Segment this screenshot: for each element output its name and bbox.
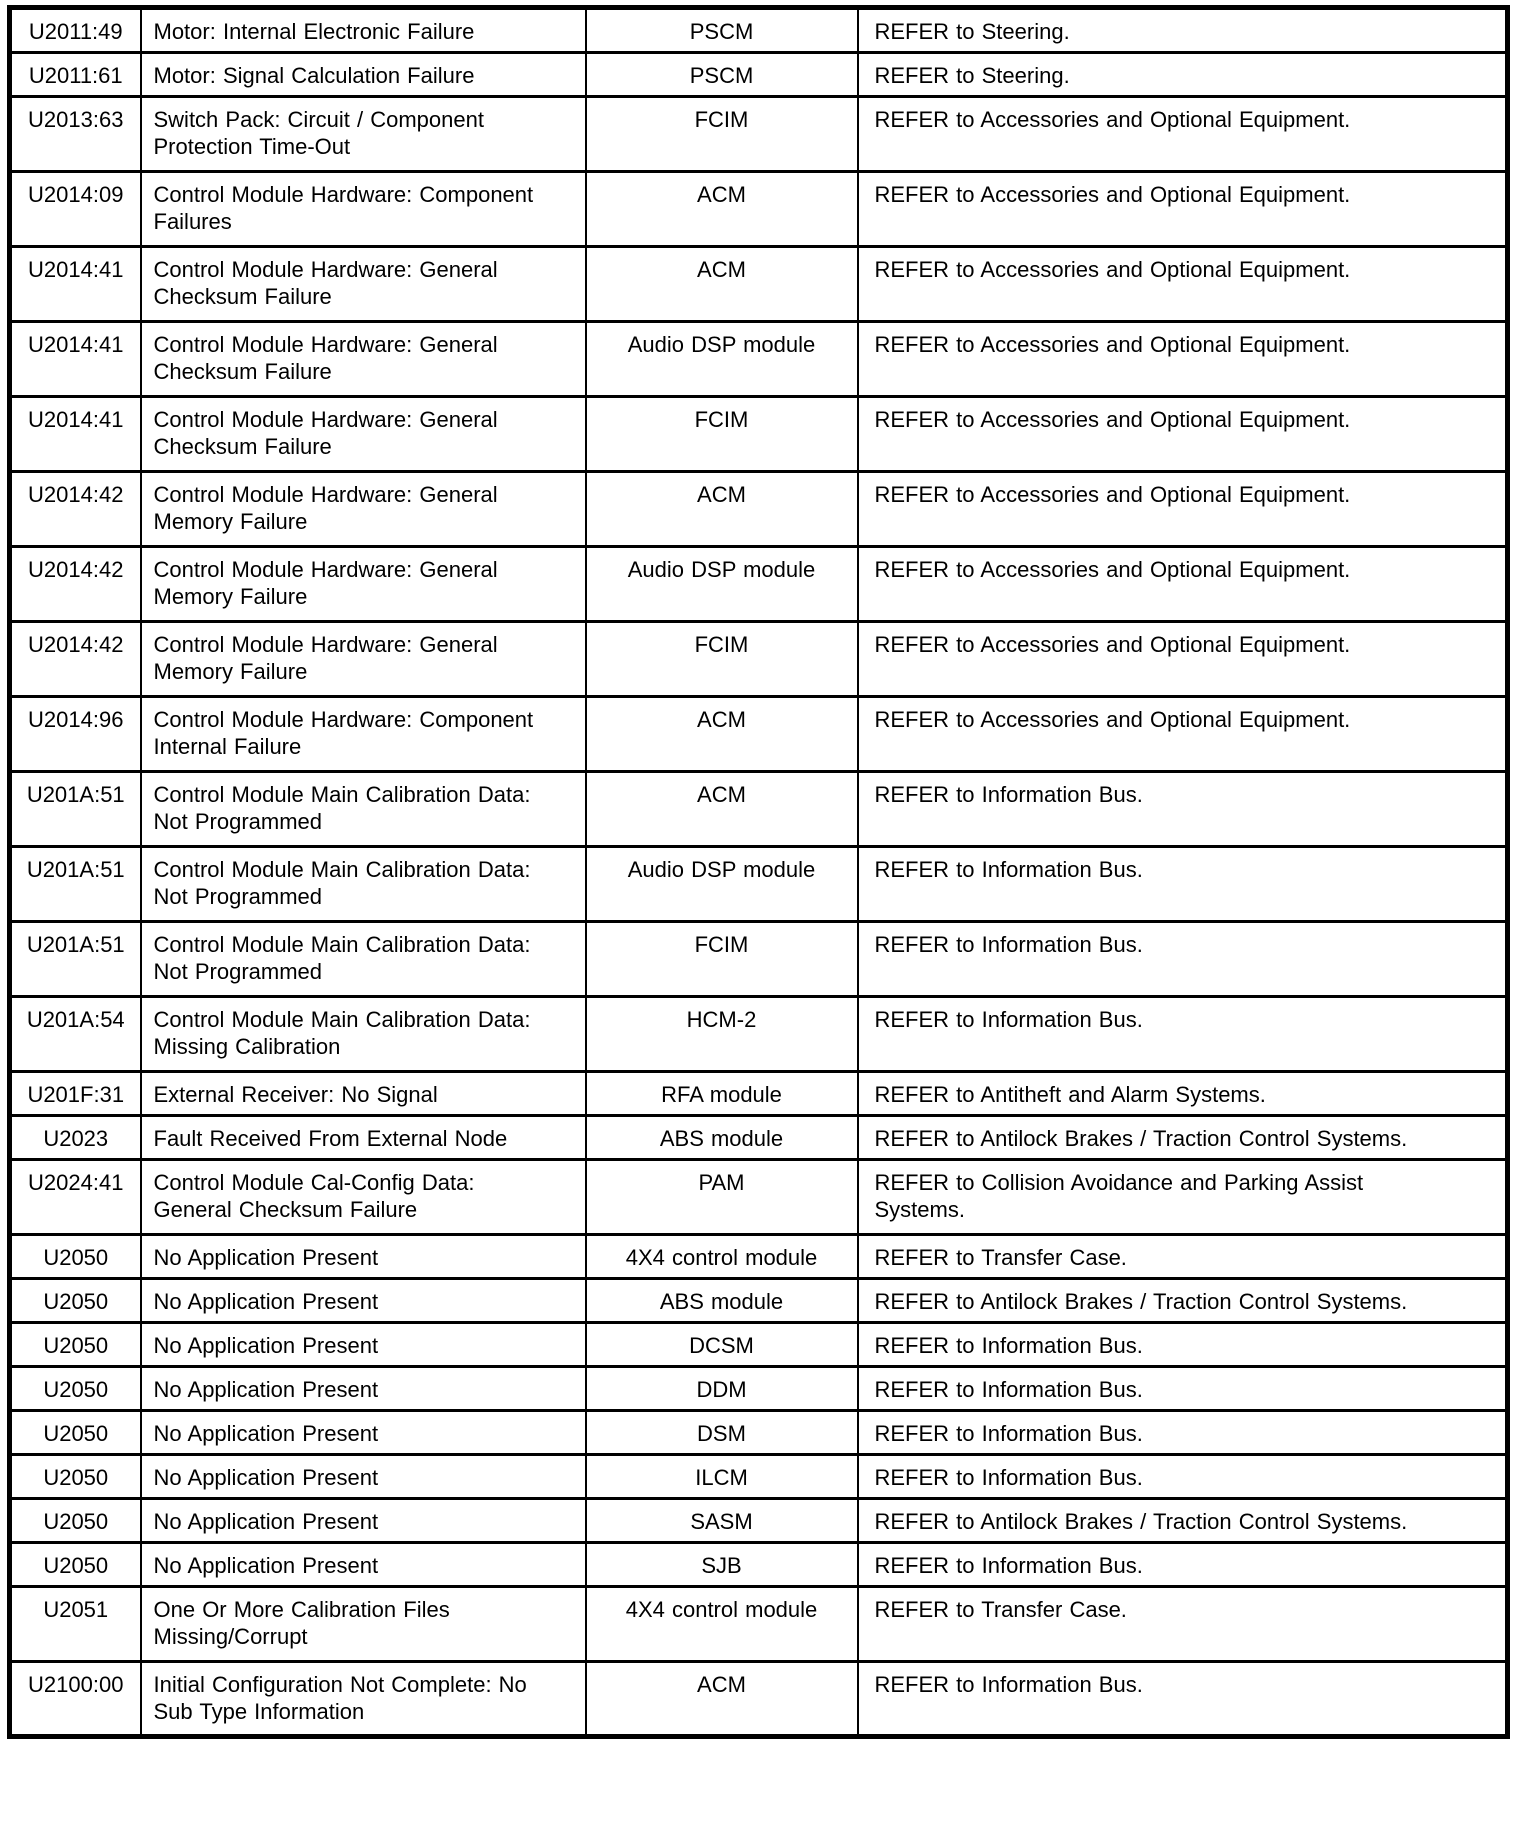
module-cell: ABS module <box>586 1116 858 1160</box>
refer-action-cell: REFER to Antilock Brakes / Traction Control Systems. <box>858 1499 1508 1543</box>
module-cell: Audio DSP module <box>586 847 858 922</box>
module-cell: ABS module <box>586 1279 858 1323</box>
refer-action-cell: REFER to Steering. <box>858 8 1508 53</box>
module-cell: HCM-2 <box>586 997 858 1072</box>
dtc-description-cell: No Application Present <box>141 1279 586 1323</box>
dtc-description-cell: Motor: Internal Electronic Failure <box>141 8 586 53</box>
table-row <box>10 1367 1508 1411</box>
refer-action-cell: REFER to Accessories and Optional Equipment. <box>858 622 1508 697</box>
dtc-code-cell: U2014:42 <box>10 547 141 622</box>
dtc-code-cell: U2024:41 <box>10 1160 141 1235</box>
refer-action-cell: REFER to Information Bus. <box>858 997 1508 1072</box>
dtc-table-body <box>10 8 1508 1737</box>
table-row <box>10 1662 1508 1737</box>
table-row <box>10 1072 1508 1116</box>
module-cell: ACM <box>586 472 858 547</box>
dtc-code-cell: U2050 <box>10 1323 141 1367</box>
dtc-code-cell: U2050 <box>10 1367 141 1411</box>
module-cell: ACM <box>586 697 858 772</box>
refer-action-cell: REFER to Accessories and Optional Equipment. <box>858 172 1508 247</box>
dtc-code-cell: U2100:00 <box>10 1662 141 1737</box>
refer-action-cell: REFER to Antitheft and Alarm Systems. <box>858 1072 1508 1116</box>
dtc-code-cell: U2050 <box>10 1499 141 1543</box>
table-row <box>10 8 1508 53</box>
dtc-code-cell: U201A:51 <box>10 772 141 847</box>
dtc-description-cell: Control Module Hardware: General Memory Failure <box>141 547 586 622</box>
table-row <box>10 622 1508 697</box>
refer-action-cell: REFER to Accessories and Optional Equipment. <box>858 547 1508 622</box>
module-cell: FCIM <box>586 97 858 172</box>
refer-action-cell: REFER to Transfer Case. <box>858 1587 1508 1662</box>
refer-action-cell: REFER to Information Bus. <box>858 1543 1508 1587</box>
module-cell: ACM <box>586 772 858 847</box>
module-cell: ACM <box>586 172 858 247</box>
module-cell: Audio DSP module <box>586 322 858 397</box>
refer-action-cell: REFER to Information Bus. <box>858 1455 1508 1499</box>
table-row <box>10 697 1508 772</box>
module-cell: Audio DSP module <box>586 547 858 622</box>
dtc-code-cell: U2013:63 <box>10 97 141 172</box>
dtc-code-cell: U2014:41 <box>10 397 141 472</box>
table-row <box>10 1279 1508 1323</box>
dtc-code-cell: U2051 <box>10 1587 141 1662</box>
dtc-description-cell: Control Module Cal-Config Data: General Checksum Failure <box>141 1160 586 1235</box>
dtc-code-cell: U2050 <box>10 1411 141 1455</box>
refer-action-cell: REFER to Transfer Case. <box>858 1235 1508 1279</box>
refer-action-cell: REFER to Accessories and Optional Equipment. <box>858 247 1508 322</box>
table-row <box>10 997 1508 1072</box>
table-row <box>10 322 1508 397</box>
module-cell: ACM <box>586 1662 858 1737</box>
refer-action-cell: REFER to Antilock Brakes / Traction Control Systems. <box>858 1279 1508 1323</box>
module-cell: FCIM <box>586 397 858 472</box>
dtc-code-cell: U2014:42 <box>10 622 141 697</box>
table-row <box>10 1499 1508 1543</box>
dtc-description-cell: No Application Present <box>141 1323 586 1367</box>
dtc-description-cell: Control Module Hardware: Component Failures <box>141 172 586 247</box>
dtc-description-cell: Control Module Hardware: General Checksum Failure <box>141 397 586 472</box>
dtc-description-cell: Fault Received From External Node <box>141 1116 586 1160</box>
refer-action-cell: REFER to Accessories and Optional Equipment. <box>858 397 1508 472</box>
dtc-code-cell: U2050 <box>10 1455 141 1499</box>
refer-action-cell: REFER to Information Bus. <box>858 1662 1508 1737</box>
dtc-description-cell: Initial Configuration Not Complete: No Sub Type Information <box>141 1662 586 1737</box>
dtc-code-cell: U2014:42 <box>10 472 141 547</box>
dtc-code-cell: U2050 <box>10 1279 141 1323</box>
table-row <box>10 247 1508 322</box>
refer-action-cell: REFER to Antilock Brakes / Traction Control Systems. <box>858 1116 1508 1160</box>
table-row <box>10 922 1508 997</box>
dtc-code-cell: U2014:41 <box>10 322 141 397</box>
module-cell: SASM <box>586 1499 858 1543</box>
dtc-description-cell: Control Module Main Calibration Data: Missing Calibration <box>141 997 586 1072</box>
dtc-description-cell: Control Module Main Calibration Data: Not Programmed <box>141 772 586 847</box>
module-cell: RFA module <box>586 1072 858 1116</box>
refer-action-cell: REFER to Information Bus. <box>858 1367 1508 1411</box>
dtc-code-cell: U201F:31 <box>10 1072 141 1116</box>
dtc-description-cell: No Application Present <box>141 1455 586 1499</box>
dtc-table <box>7 5 1510 1739</box>
dtc-code-cell: U2023 <box>10 1116 141 1160</box>
dtc-code-cell: U2011:49 <box>10 8 141 53</box>
module-cell: DDM <box>586 1367 858 1411</box>
table-row <box>10 1116 1508 1160</box>
refer-action-cell: REFER to Accessories and Optional Equipment. <box>858 97 1508 172</box>
module-cell: FCIM <box>586 622 858 697</box>
refer-action-cell: REFER to Information Bus. <box>858 1323 1508 1367</box>
refer-action-cell: REFER to Information Bus. <box>858 847 1508 922</box>
table-row <box>10 397 1508 472</box>
module-cell: PSCM <box>586 53 858 97</box>
refer-action-cell: REFER to Information Bus. <box>858 772 1508 847</box>
table-row <box>10 53 1508 97</box>
dtc-code-cell: U2014:41 <box>10 247 141 322</box>
module-cell: DCSM <box>586 1323 858 1367</box>
dtc-code-cell: U2014:96 <box>10 697 141 772</box>
table-row <box>10 1455 1508 1499</box>
dtc-description-cell: Switch Pack: Circuit / Component Protection Time-Out <box>141 97 586 172</box>
table-row <box>10 1160 1508 1235</box>
dtc-description-cell: No Application Present <box>141 1367 586 1411</box>
refer-action-cell: REFER to Information Bus. <box>858 1411 1508 1455</box>
module-cell: FCIM <box>586 922 858 997</box>
dtc-code-cell: U2011:61 <box>10 53 141 97</box>
table-row <box>10 1323 1508 1367</box>
table-row <box>10 547 1508 622</box>
dtc-description-cell: Control Module Hardware: General Memory Failure <box>141 472 586 547</box>
dtc-code-cell: U201A:51 <box>10 922 141 997</box>
table-row <box>10 1235 1508 1279</box>
table-row <box>10 1543 1508 1587</box>
module-cell: SJB <box>586 1543 858 1587</box>
table-row <box>10 1411 1508 1455</box>
dtc-description-cell: Control Module Hardware: General Checksum Failure <box>141 247 586 322</box>
dtc-code-cell: U2050 <box>10 1235 141 1279</box>
dtc-description-cell: No Application Present <box>141 1411 586 1455</box>
dtc-code-cell: U201A:54 <box>10 997 141 1072</box>
refer-action-cell: REFER to Steering. <box>858 53 1508 97</box>
module-cell: ACM <box>586 247 858 322</box>
dtc-description-cell: Control Module Main Calibration Data: Not Programmed <box>141 847 586 922</box>
module-cell: PAM <box>586 1160 858 1235</box>
dtc-description-cell: Control Module Hardware: General Memory Failure <box>141 622 586 697</box>
dtc-description-cell: No Application Present <box>141 1543 586 1587</box>
table-row <box>10 172 1508 247</box>
dtc-code-cell: U201A:51 <box>10 847 141 922</box>
dtc-description-cell: Control Module Hardware: General Checksum Failure <box>141 322 586 397</box>
refer-action-cell: REFER to Collision Avoidance and Parking Assist Systems. <box>858 1160 1508 1235</box>
refer-action-cell: REFER to Accessories and Optional Equipment. <box>858 472 1508 547</box>
module-cell: 4X4 control module <box>586 1235 858 1279</box>
dtc-description-cell: Control Module Hardware: Component Internal Failure <box>141 697 586 772</box>
table-row <box>10 472 1508 547</box>
dtc-description-cell: Motor: Signal Calculation Failure <box>141 53 586 97</box>
dtc-description-cell: No Application Present <box>141 1499 586 1543</box>
dtc-description-cell: No Application Present <box>141 1235 586 1279</box>
dtc-code-cell: U2014:09 <box>10 172 141 247</box>
refer-action-cell: REFER to Accessories and Optional Equipment. <box>858 322 1508 397</box>
table-row <box>10 97 1508 172</box>
dtc-description-cell: One Or More Calibration Files Missing/Corrupt <box>141 1587 586 1662</box>
table-row <box>10 1587 1508 1662</box>
refer-action-cell: REFER to Accessories and Optional Equipment. <box>858 697 1508 772</box>
module-cell: 4X4 control module <box>586 1587 858 1662</box>
dtc-code-cell: U2050 <box>10 1543 141 1587</box>
dtc-description-cell: Control Module Main Calibration Data: Not Programmed <box>141 922 586 997</box>
module-cell: PSCM <box>586 8 858 53</box>
refer-action-cell: REFER to Information Bus. <box>858 922 1508 997</box>
module-cell: ILCM <box>586 1455 858 1499</box>
module-cell: DSM <box>586 1411 858 1455</box>
table-row <box>10 772 1508 847</box>
table-row <box>10 847 1508 922</box>
dtc-description-cell: External Receiver: No Signal <box>141 1072 586 1116</box>
